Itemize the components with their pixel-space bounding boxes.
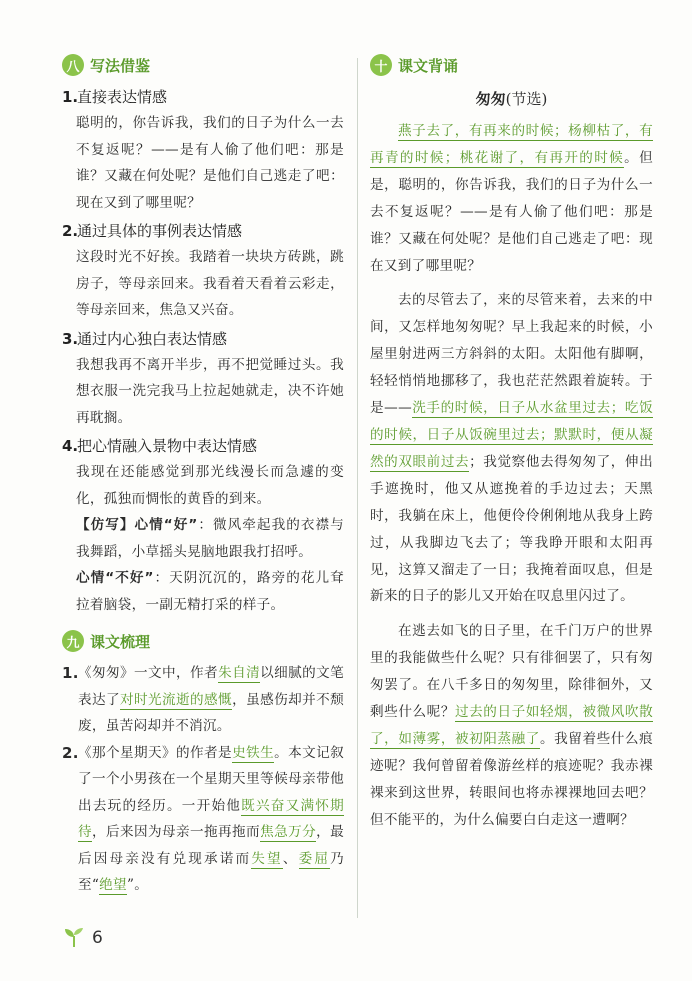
left-column [62,50,344,899]
item-number: 4. [62,437,79,455]
example-text: 这段时光不好挨。我踏着一块块方砖跳，跳房子，等母亲回来。我看着天看着云彩走，等母亲回来，焦急又兴奋。 [76,249,344,318]
column-divider [357,58,358,918]
text-run: 。本文记叙了一个小男孩在一个星期天里等候母亲带他出去玩的经历。一开始他 [78,744,344,814]
section-title: 写法借鉴 [90,56,151,75]
answer-fill: 绝望 [99,877,127,893]
example-text: 我想我再不离开半步，再不把觉睡过头。我想衣服一洗完我马上拉起她就走，决不许她再耽搁。 [76,356,344,426]
highlight-sentence: 燕子去了，有再来的时候；杨柳枯了，有再青的时候；桃花谢了，有再开的时候 [370,123,653,166]
answer-fill: 史铁生 [232,744,275,761]
text-run: 、 [282,850,299,867]
text-run: 。但是，聪明的，你告诉我，我们的日子为什么一去不复返呢？——是有人偷了他们吧：那是谁？又藏在何处呢？是他们自己逃走了吧：现在又到了哪里呢？ [370,149,653,274]
recitation-paragraph [370,118,653,279]
summary-item [62,660,344,740]
text-run: 以细腻的文笔表达了 [78,665,344,708]
text-run: ，最后因母亲没有兑现承诺而 [78,824,344,867]
answer-fill: 失望 [251,850,283,867]
highlight-sentence: 过去的日子如轻烟，被微风吹散了，如薄雾，被初阳蒸融了 [370,704,653,747]
summary-item [62,740,344,899]
item-number: 3. [62,329,79,348]
section-8-header [62,50,344,80]
bad-mood-text: ：天阴沉沉的，路旁的花儿耷拉着脑袋，一副无精打采的样子。 [76,570,344,613]
answer-fill: 既兴奋又满怀期待 [78,797,344,840]
title-sub: (节选) [505,90,548,108]
text-run: 乃至“ [78,850,344,893]
imitate-label: 【仿写】心情“好” [76,517,198,533]
summary-text [78,740,344,899]
section-badge: 十 [370,54,392,76]
text-run: ，虽感伤却并不颓废，虽苦闷却并不消沉。 [78,691,344,734]
example-text-body: 我现在还能感觉到那光线漫长而急遽的变化，孤独而惆怅的黄昏的到来。 [76,464,344,507]
section-badge: 八 [62,54,84,76]
technique-heading [62,218,344,244]
page-number: 6 [92,928,103,948]
section-10-header [370,50,653,80]
title-main: 匆匆 [475,90,506,108]
recitation-paragraph [370,618,653,833]
heading-text: 通过具体的事例表达情感 [77,222,243,240]
text-run: 在逃去如飞的日子里，在千门万户的世界里的我能做些什么呢？只有徘徊罢了，只有匆匆罢了。在八千多日的匆匆里，除徘徊外，又剩些什么呢？ [370,623,653,721]
text-title [370,84,653,114]
text-run: 。我留着些什么痕迹呢？我何曾留着像游丝样的痕迹呢？我赤裸裸来到这世界，转眼间也将赤裸裸地回去吧？但不能平的，为什么偏要白白走这一遭啊？ [370,730,653,828]
text-run: 去的尽管去了，来的尽管来着，去来的中间，又怎样地匆匆呢？早上我起来的时候，小屋里射进两三方斜斜的太阳。太阳他有脚啊，轻轻悄悄地挪移了，我也茫茫然跟着旋转。于是—— [370,292,653,417]
answer-fill: 朱自清 [218,665,261,681]
technique-heading [62,84,344,110]
sprout-icon [62,925,86,949]
highlight-sentence: 洗手的时候，日子从水盆里过去；吃饭的时候，日子从饭碗里过去；默默时，便从凝然的双眼前过去 [370,400,653,470]
answer-fill: 对时光流逝的感慨 [120,691,233,708]
text-run: ，后来因为母亲一拖再拖而 [92,824,261,840]
example-text: 聪明的，你告诉我，我们的日子为什么一去不复返呢？——是有人偷了他们吧：那是谁？又藏在何处呢？是他们自己逃走了吧：现在又到了哪里呢？ [76,115,344,211]
text-run: 《那个星期天》的作者是 [78,744,233,761]
section-title: 课文梳理 [90,632,151,651]
text-run: ；我觉察他去得匆匆了，伸出手遮挽时，他又从遮挽着的手边过去；天黑时，我躺在床上，他便伶伶俐俐地从我身上跨过，从我脚边飞去了；等我睁开眼和太阳再见，这算又溜走了一日；我掩着面叹息，但是新来的日子的影儿又开始在叹息里闪过了。 [370,453,653,605]
example-text [76,459,344,618]
section-title: 课文背诵 [398,56,459,75]
text-run: 《匆匆》一文中，作者 [78,665,219,681]
heading-text: 把心情融入景物中表达情感 [77,437,258,455]
heading-text: 通过内心独白表达情感 [77,329,228,348]
item-number: 2. [62,743,79,762]
heading-text: 直接表达情感 [77,88,168,106]
technique-heading [62,433,344,459]
imitate-text: ：微风牵起我的衣襟与我舞蹈，小草摇头晃脑地跟我打招呼。 [76,517,344,560]
right-column [370,50,653,842]
section-badge: 九 [62,630,84,652]
item-number: 1. [62,88,79,106]
item-number: 2. [62,222,79,240]
summary-text [78,660,344,740]
item-number: 1. [62,664,79,682]
recitation-paragraph [370,287,653,610]
answer-fill: 焦急万分 [260,824,317,840]
technique-heading [62,326,344,352]
bad-mood-label: 心情“不好” [76,570,154,586]
section-9-header [62,626,344,656]
text-run: ”。 [126,877,149,893]
answer-fill: 委屈 [298,850,331,867]
